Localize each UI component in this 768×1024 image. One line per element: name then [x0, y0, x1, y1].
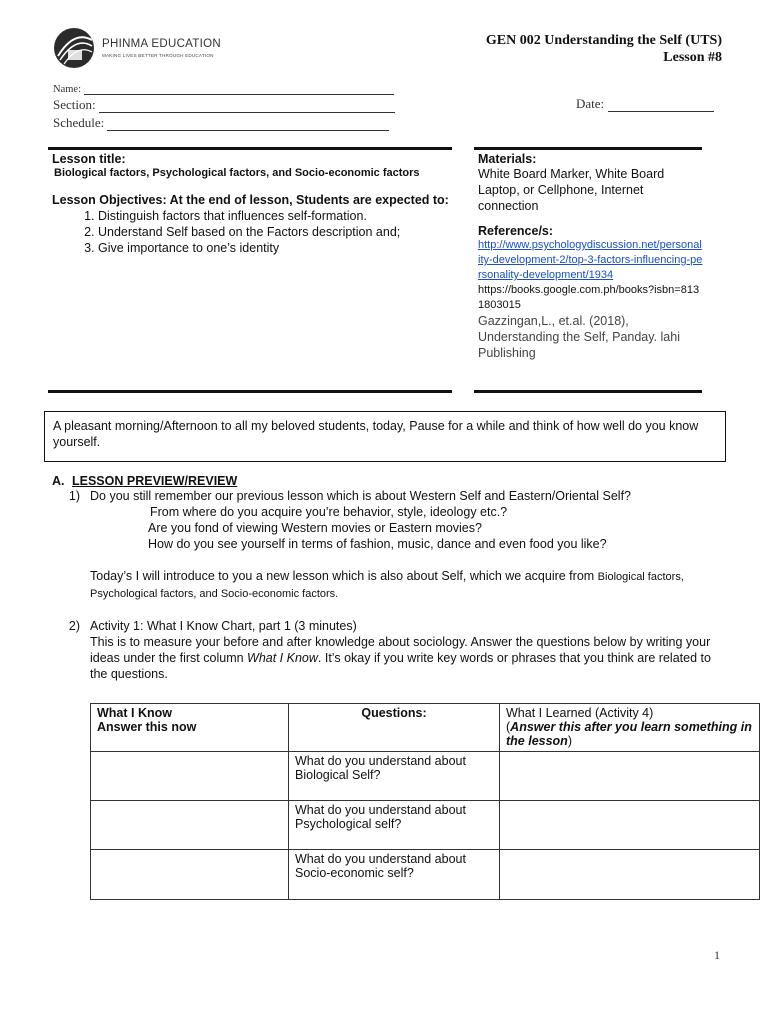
objective-item: 1. Distinguish factors that influences self-formation.: [98, 208, 452, 224]
reference-text: Gazzingan,L., et.al. (2018), Understanding the Self, Panday. lahi Publishing: [478, 314, 680, 360]
section-a-heading: A. LESSON PREVIEW/REVIEW: [52, 474, 238, 488]
q1-sub-2: Are you fond of viewing Western movies or Eastern movies?: [148, 521, 482, 535]
col-questions: Questions:: [289, 704, 500, 752]
reference-link[interactable]: http://www.psychologydiscussion.net/personality-development-2/top-3-factors-influencing-personality-development/1934: [478, 239, 703, 281]
right-divider: [474, 147, 702, 150]
question-2: 2) Activity 1: What I Know Chart, part 1 (3 minutes): [68, 619, 357, 633]
references-label: Reference/s:: [478, 224, 554, 238]
lesson-right-column: [478, 152, 704, 361]
q1-sub-1: From where do you acquire you’re behavior, style, ideology etc.?: [150, 505, 508, 519]
question-cell: What do you understand about Psychological self?: [289, 801, 500, 850]
what-i-know-chart: [90, 703, 760, 900]
col-what-i-know: What I Know Answer this now: [91, 704, 289, 752]
lesson-title-label: Lesson title:: [52, 152, 126, 166]
materials-label: Materials:: [478, 152, 537, 166]
question-cell: What do you understand about Socio-economic self?: [289, 850, 500, 900]
learned-cell[interactable]: [500, 752, 760, 801]
learned-cell[interactable]: [500, 850, 760, 900]
question-1: 1) Do you still remember our previous lesson which is about Western Self and Eastern/Oriental Self?: [68, 489, 631, 503]
objective-item: 2. Understand Self based on the Factors description and;: [98, 224, 452, 240]
left-divider: [48, 147, 452, 150]
logo-text: PHINMA EDUCATION: [102, 38, 221, 50]
left-bottom-divider: [48, 390, 452, 393]
answer-cell[interactable]: [91, 752, 289, 801]
date-field[interactable]: Date:: [576, 96, 714, 112]
reference-books: https://books.google.com.ph/books?isbn=8131803015: [478, 284, 700, 311]
answer-cell[interactable]: [91, 801, 289, 850]
page-number: 1: [714, 948, 720, 962]
lesson-left-column: [52, 152, 452, 256]
question-cell: What do you understand about Biological Self?: [289, 752, 500, 801]
objectives-list: [52, 208, 452, 256]
col-what-i-learned: What I Learned (Activity 4) (Answer this after you learn something in the lesson): [500, 704, 760, 752]
schedule-field[interactable]: Schedule:: [53, 115, 389, 131]
name-field[interactable]: Name:: [53, 82, 394, 95]
activity-instructions: This is to measure your before and after knowledge about sociology. Answer the questions below by writing your ideas under the first column What I Know. It’s okay if you write key words or phrases that you think are related to the questions.: [90, 635, 711, 681]
course-title: [486, 32, 722, 66]
logo-tagline: MAKING LIVES BETTER THROUGH EDUCATION: [102, 53, 214, 58]
right-bottom-divider: [474, 390, 702, 393]
learned-cell[interactable]: [500, 801, 760, 850]
objectives-label: Lesson Objectives: At the end of lesson, Students are expected to:: [52, 193, 449, 207]
objective-item: 3. Give importance to one’s identity: [98, 240, 452, 256]
intro-paragraph: Today’s I will introduce to you a new lesson which is also about Self, which we acquire from Biological factors, Psychological factors, and Socio-economic factors.: [90, 569, 684, 600]
course-name: GEN 002 Understanding the Self (UTS): [485, 33, 722, 48]
answer-cell[interactable]: [91, 850, 289, 900]
section-a: [52, 474, 716, 682]
section-field[interactable]: Section:: [53, 97, 395, 113]
q1-sub-3: How do you see yourself in terms of fashion, music, dance and even food you like?: [148, 537, 607, 551]
lesson-title: Biological factors, Psychological factors, and Socio-economic factors: [54, 167, 420, 179]
greeting-box: A pleasant morning/Afternoon to all my beloved students, today, Pause for a while and think of how well do you know yourself.: [44, 411, 726, 462]
materials-text: White Board Marker, White Board Laptop, or Cellphone, Internet connection: [478, 167, 665, 213]
lesson-number: Lesson #8: [663, 50, 722, 65]
